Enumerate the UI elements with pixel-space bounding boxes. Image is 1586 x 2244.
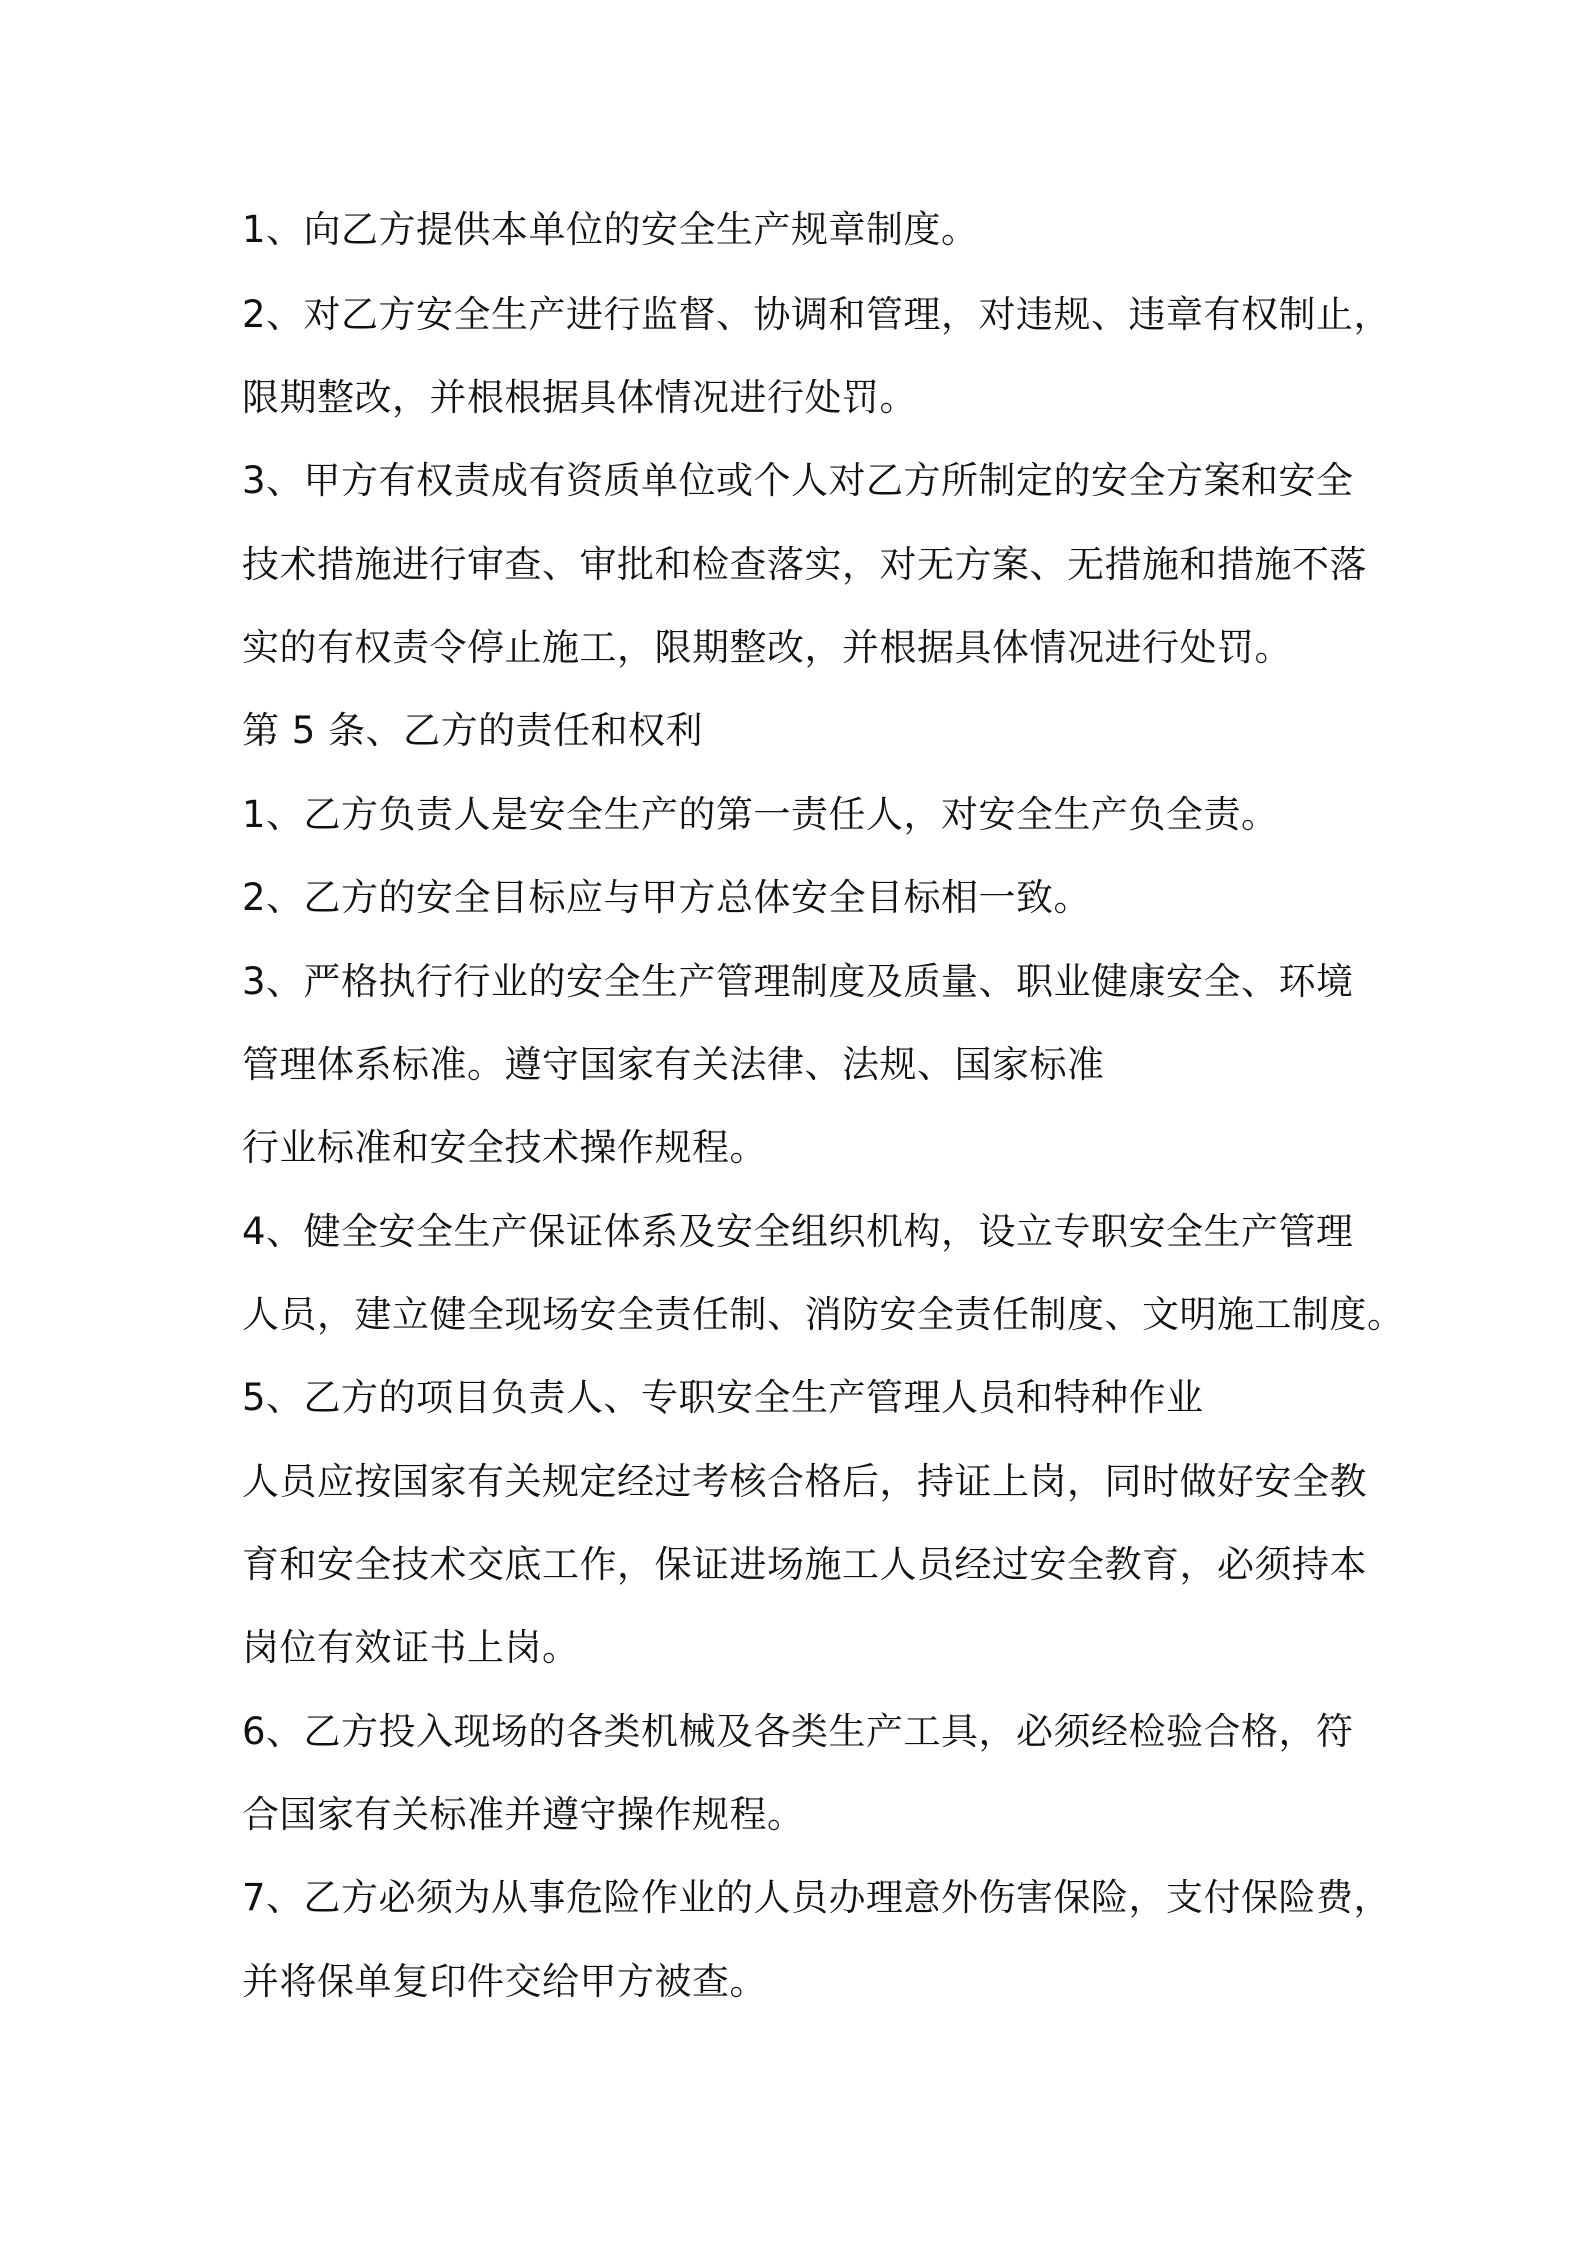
text-line: 4、健全安全生产保证体系及安全组织机构，设立专职安全生产管理 bbox=[242, 1210, 1354, 1253]
text-line: 育和安全技术交底工作，保证进场施工人员经过安全教育，必须持本 bbox=[242, 1543, 1367, 1586]
text-line: 6、乙方投入现场的各类机械及各类生产工具，必须经检验合格，符 bbox=[242, 1710, 1354, 1753]
text-line: 行业标准和安全技术操作规程。 bbox=[242, 1126, 767, 1169]
text-line: 7、乙方必须为从事危险作业的人员办理意外伤害保险，支付保险费， bbox=[242, 1876, 1392, 1919]
text-line: 实的有权责令停止施工，限期整改，并根据具体情况进行处罚。 bbox=[242, 626, 1292, 669]
text-line: 2、对乙方安全生产进行监督、协调和管理，对违规、违章有权制止， bbox=[242, 293, 1392, 336]
text-line: 5、乙方的项目负责人、专职安全生产管理人员和特种作业 bbox=[242, 1376, 1204, 1419]
text-line: 人员，建立健全现场安全责任制、消防安全责任制度、文明施工制度。 bbox=[242, 1293, 1405, 1336]
text-line: 1、乙方负责人是安全生产的第一责任人，对安全生产负全责。 bbox=[242, 793, 1279, 836]
text-line: 技术措施进行审查、审批和检查落实，对无方案、无措施和措施不落 bbox=[242, 543, 1367, 586]
text-line: 1、向乙方提供本单位的安全生产规章制度。 bbox=[242, 208, 979, 251]
text-line: 限期整改，并根根据具体情况进行处罚。 bbox=[242, 376, 917, 419]
text-line: 合国家有关标准并遵守操作规程。 bbox=[242, 1793, 805, 1836]
text-line: 3、甲方有权责成有资质单位或个人对乙方所制定的安全方案和安全 bbox=[242, 459, 1354, 502]
text-line: 人员应按国家有关规定经过考核合格后，持证上岗，同时做好安全教 bbox=[242, 1460, 1367, 1503]
text-line: 岗位有效证书上岗。 bbox=[242, 1626, 580, 1669]
text-line: 3、严格执行行业的安全生产管理制度及质量、职业健康安全、环境 bbox=[242, 960, 1354, 1003]
section-heading: 第 5 条、乙方的责任和权利 bbox=[242, 709, 704, 752]
text-line: 2、乙方的安全目标应与甲方总体安全目标相一致。 bbox=[242, 876, 1092, 919]
text-line: 管理体系标准。遵守国家有关法律、法规、国家标准 bbox=[242, 1043, 1105, 1086]
text-line: 并将保单复印件交给甲方被查。 bbox=[242, 1960, 767, 2003]
